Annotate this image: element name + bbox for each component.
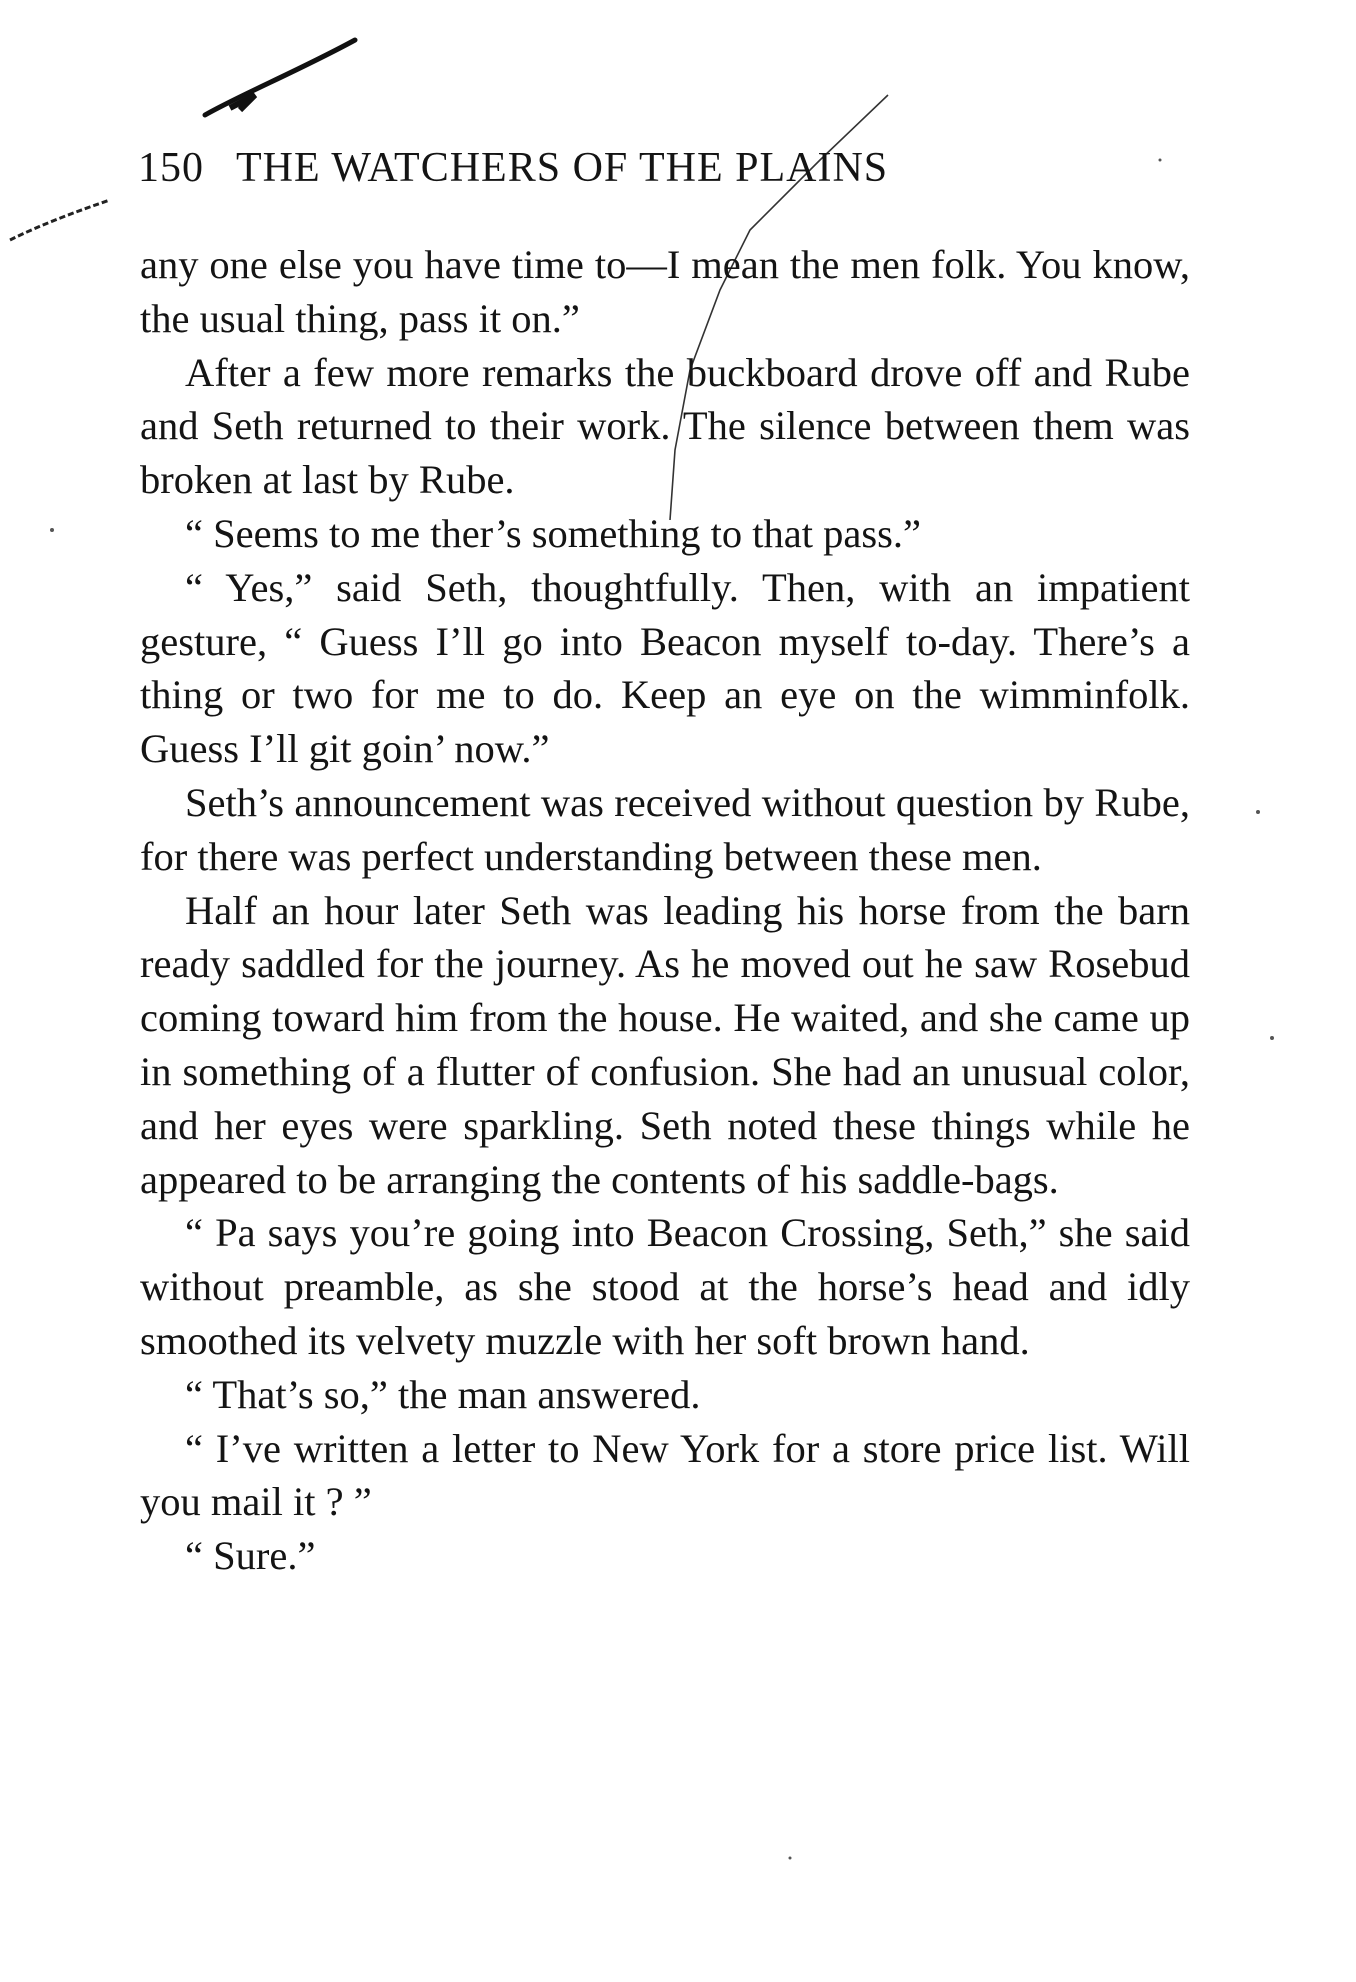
stray-dot: [1159, 159, 1162, 162]
paragraph: any one else you have time to—I mean the men folk. You know, the usual thing, pass it on.”: [140, 242, 1190, 341]
stray-dot: [1256, 810, 1260, 814]
paragraph: “ I’ve written a letter to New York for a store price list. Will you mail it ? ”: [140, 1425, 1190, 1525]
paragraph: “ That’s so,” the man answered.: [185, 1371, 701, 1417]
paragraph: Seth’s announcement was received without question by Rube, for there was perfect understanding between these men.: [140, 779, 1190, 879]
stray-dot: [50, 528, 54, 532]
paragraph: “ Sure.”: [185, 1533, 316, 1579]
ink-scribble-left: [10, 200, 110, 240]
ink-scribble-mark-tail: [230, 95, 255, 110]
ink-scribble-mark: [205, 40, 355, 115]
paragraph: “ Seems to me ther’s something to that pass.”: [185, 510, 922, 556]
paragraph: After a few more remarks the buckboard drove off and Rube and Seth returned to their work. The silence between them was broken at last by Rube.: [140, 349, 1190, 503]
stray-dot: [789, 1857, 792, 1860]
body-text: [140, 238, 1190, 1583]
stray-dot: [1270, 1036, 1274, 1040]
running-title: THE WATCHERS OF THE PLAINS: [236, 145, 889, 191]
paragraph: Half an hour later Seth was leading his horse from the barn ready saddled for the journey. As he moved out he saw Rosebud coming toward him from the house. He waited, and she came up in something of a flutter of confusion. She had an unusual color, and her eyes were sparkling. Seth noted these things while he appeared to be arranging the contents of his saddle-bags.: [140, 887, 1190, 1202]
paragraph: “ Yes,” said Seth, thoughtfully. Then, with an impatient gesture, “ Guess I’ll go into Beacon myself to-day. There’s a thing or two for me to do. Keep an eye on the wimminfolk. Guess I’ll git goin’ now.”: [140, 564, 1190, 772]
page-number: 150: [138, 145, 204, 191]
running-header: [138, 138, 1078, 198]
paragraph: “ Pa says you’re going into Beacon Crossing, Seth,” she said without preamble, as she stood at the horse’s head and idly smoothed its velvety muzzle with her soft brown hand.: [140, 1210, 1190, 1363]
